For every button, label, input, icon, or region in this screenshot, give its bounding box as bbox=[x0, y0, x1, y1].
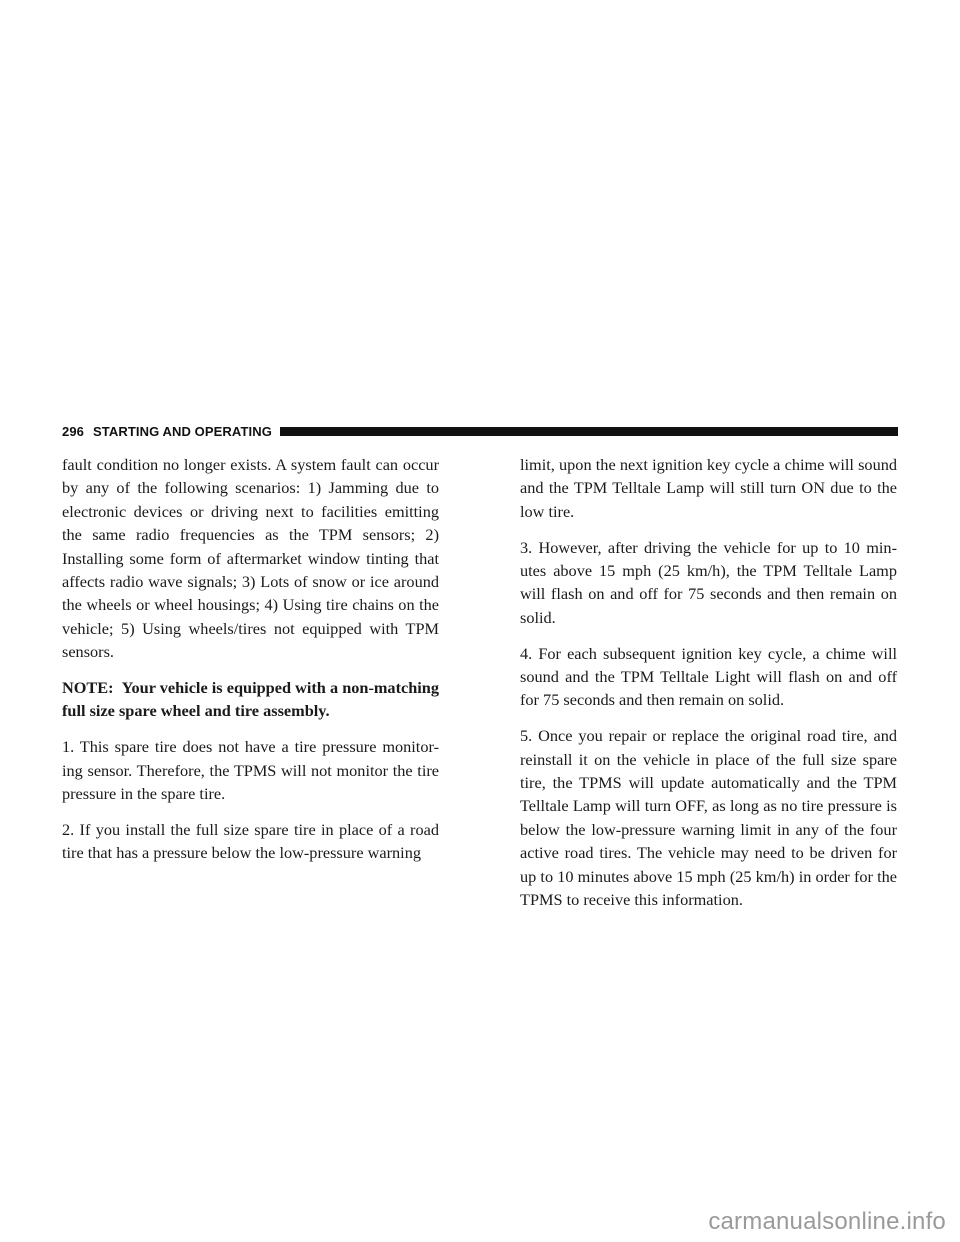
left-column bbox=[62, 453, 439, 877]
page-header bbox=[62, 421, 898, 441]
paragraph-item-2: 2. If you install the full size spare tire in place of a road tire that has a pressure below the low-pressure warning bbox=[62, 819, 439, 863]
paragraph-item-5: 5. Once you repair or replace the original road tire, and reinstall it on the vehicle in place of the full size spare tire, the TPMS will update automatically and the TPM Telltale Lamp will turn OFF, as long as no tire pressure is below the low-pressure warning limit in any of the four active road tires. The vehicle may need to be driven for up to 10 minutes above 15 mph (25 km/h) in order for the TPMS to receive this information. bbox=[520, 726, 897, 910]
page-number: 296 bbox=[62, 423, 84, 439]
paragraph-item-3: 3. However, after driving the vehicle for up to 10 min-utes above 15 mph (25 km/h), the TPM Telltale Lamp will flash on and off for 75 seconds and then remain on solid. bbox=[520, 537, 897, 627]
right-column bbox=[520, 453, 897, 924]
section-title: STARTING AND OPERATING bbox=[93, 423, 272, 439]
watermark[interactable]: carmanualsonline.info bbox=[708, 1208, 946, 1235]
paragraph-system-fault: fault condition no longer exists. A system fault can occur by any of the following scenarios: 1) Jamming due to electronic devices or driving next to facilities emitting the same radio frequencies as the TPM sensors; 2) Installing some form of aftermarket window tinting that affects radio wave signals; 3) Lots of snow or ice around the wheels or wheel housings; 4) Using tire chains on the vehicle; 5) Using wheels/tires not equipped with TPM sensors. bbox=[62, 455, 439, 662]
note-paragraph bbox=[62, 676, 439, 723]
paragraph-item-2-continued: limit, upon the next ignition key cycle a chime will sound and the TPM Telltale Lamp will still turn ON due to the low tire. bbox=[520, 455, 897, 521]
paragraph-item-4: 4. For each subsequent ignition key cycle, a chime will sound and the TPM Telltale Light will flash on and off for 75 seconds and then remain on solid. bbox=[520, 643, 897, 710]
paragraph-item-1: 1. This spare tire does not have a tire pressure monitor-ing sensor. Therefore, the TPMS will not monitor the tire pressure in the spare tire. bbox=[62, 737, 439, 804]
header-rule bbox=[280, 427, 898, 436]
note-label: NOTE: bbox=[62, 678, 114, 698]
note-text: Your vehicle is equipped with a non-matching full size spare wheel and tire assembly. bbox=[62, 678, 439, 721]
